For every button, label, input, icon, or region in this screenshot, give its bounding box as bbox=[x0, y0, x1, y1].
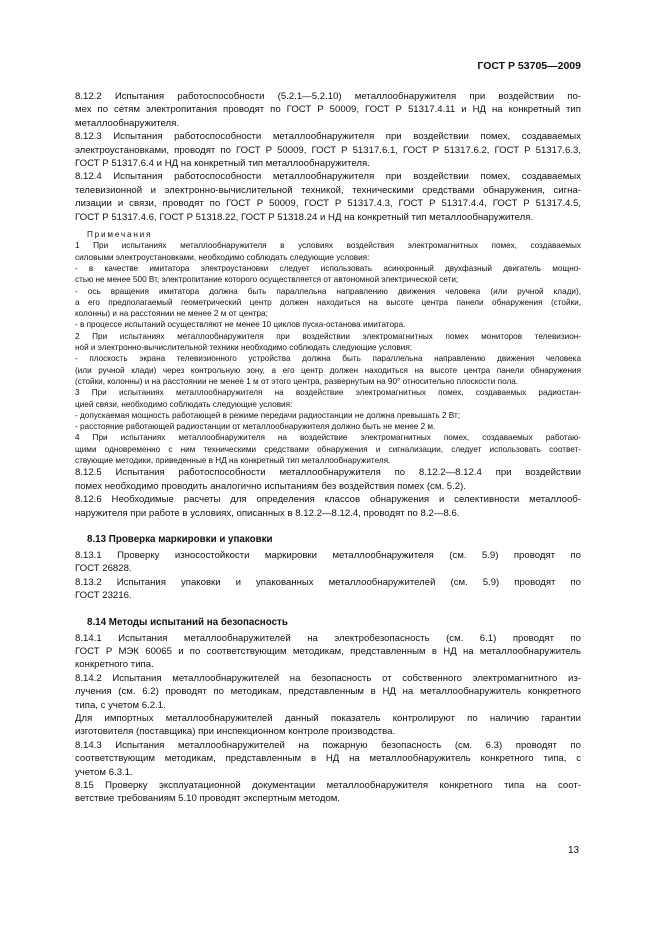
text-line: 8.12.6 Необходимые расчеты для определения классов обнаружения и селективности металлооб- bbox=[75, 494, 581, 506]
section-814-body bbox=[75, 632, 581, 806]
note-line: колонны) и на расстоянии не менее 2 м от центра; bbox=[75, 309, 268, 319]
note-line: - допускаемая мощность работающей в режиме передачи радиостанции не должна превышать 2 Вт; bbox=[75, 410, 460, 420]
section-heading-8-14: 8.14 Методы испытаний на безопасность bbox=[87, 616, 288, 628]
text-line: мех по сетям электропитания проводят по ГОСТ Р 50009, ГОСТ Р 51317.4.11 и НД на конкретный тип bbox=[75, 104, 581, 116]
paragraph bbox=[75, 576, 581, 603]
notes-title: Примечания bbox=[87, 230, 153, 240]
text-line: типа, с учетом 6.2.1. bbox=[75, 699, 166, 711]
paragraph-list-mid bbox=[75, 466, 581, 520]
note-line: ной и электронно-вычислительной техники необходимо соблюдать следующие условия: bbox=[75, 343, 413, 353]
paragraph bbox=[75, 170, 581, 224]
text-line: 8.14.1 Испытания металлообнаружителей на электробезопасность (см. 6.1) проводят по bbox=[75, 632, 581, 644]
paragraph bbox=[75, 90, 581, 130]
text-line: ГОСТ Р 51317.6.4 и НД на конкретный тип металлообнаружителя. bbox=[75, 158, 370, 170]
text-line: 8.13.1 Проверку износостойкости маркировки металлообнаружителя (см. 5.9) проводят по bbox=[75, 549, 581, 561]
note-line: 3 При испытаниях металлообнаружителя на воздействие электромагнитных помех, создаваемых радиостан- bbox=[75, 388, 581, 398]
text-line: лучения (см. 6.2) проводят по методикам, представленным в НД на металлообнаружитель конкретного bbox=[75, 686, 581, 698]
section-heading-8-13: 8.13 Проверка маркировки и упаковки bbox=[87, 533, 273, 545]
paragraph bbox=[75, 466, 581, 493]
note-line: цией связи, необходимо соблюдать следующие условия: bbox=[75, 399, 293, 409]
note-line: 1 При испытаниях металлообнаружителя в условиях воздействия электромагнитных помех, создаваемых bbox=[75, 241, 581, 251]
paragraph bbox=[75, 549, 581, 576]
note-line: щими одновременно с ним техническими средствами обнаружения и сигнализации, следует использовать соответ- bbox=[75, 444, 581, 454]
note-line: - в качестве имитатора электроустановки следует использовать асинхронный двухфазный двигатель мощно- bbox=[75, 263, 581, 273]
text-line: соответствующим методикам, представленным в НД на металлообнаружитель конкретного типа, с bbox=[75, 753, 581, 765]
paragraph bbox=[75, 712, 581, 739]
note-line: 2 При испытаниях металлообнаружителя при воздействии электромагнитных помех мониторов телевизион- bbox=[75, 331, 581, 341]
text-line: металлообнаружителя. bbox=[75, 117, 180, 129]
text-line: 8.12.4 Испытания работоспособности металлообнаружителя при воздействии помех, создаваемых bbox=[75, 171, 581, 183]
note-line: - в процессе испытаний осуществляют не менее 10 циклов пуска-останова имитатора. bbox=[75, 320, 406, 330]
paragraph bbox=[75, 632, 581, 672]
text-line: ветствие требованиям 5.10 проводят экспертным методом. bbox=[75, 793, 341, 805]
text-line: Для импортных металлообнаружителей данный показатель контролируют по наличию гарантии bbox=[75, 712, 581, 724]
note-line: - расстояние работающей радиостанции от металлообнаружителя должно быть не менее 2 м. bbox=[75, 422, 436, 432]
page-content bbox=[75, 90, 581, 806]
text-line: электроустановками, проводят по ГОСТ Р 50009, ГОСТ Р 51317.6.1, ГОСТ Р 51317.6.2, ГОСТ Р 51317.6.3, bbox=[75, 144, 581, 156]
paragraph bbox=[75, 672, 581, 712]
note-line: ствующие методики, приведенные в НД на конкретный тип металлообнаружителя. bbox=[75, 456, 391, 465]
text-line: 8.15 Проверку эксплуатационной документации металлообнаружителя конкретного типа на соот- bbox=[75, 780, 581, 792]
note-line: - ось вращения имитатора должна быть параллельна направлению движения человека (или ручной клади), bbox=[75, 286, 581, 296]
note-line: - плоскость экрана телевизионного устройства должна быть параллельна направлению движения человека bbox=[75, 354, 581, 364]
text-line: ГОСТ 26828. bbox=[75, 563, 132, 575]
paragraph bbox=[75, 493, 581, 520]
section-813-body bbox=[75, 549, 581, 603]
text-line: 8.13.2 Испытания упаковки и упакованных металлообнаружителей (см. 5.9) проводят по bbox=[75, 576, 581, 588]
document-header: ГОСТ Р 53705—2009 bbox=[477, 60, 581, 72]
paragraph bbox=[75, 779, 581, 806]
text-line: ГОСТ Р МЭК 60065 и по соответствующим методикам, представленным в НД на металлообнаружитель bbox=[75, 645, 581, 657]
text-line: конкретного типа. bbox=[75, 659, 154, 671]
notes-block bbox=[75, 229, 581, 466]
text-line: лизации и связи, проводят по ГОСТ Р 50009, ГОСТ Р 51317.4.3, ГОСТ Р 51317.4.4, ГОСТ Р 51317.4.5, bbox=[75, 198, 581, 210]
text-line: изготовителя (поставщика) при инспекционном контроле производства. bbox=[75, 726, 396, 738]
note-line: силовыми электроустановками, необходимо соблюдать следующие условия: bbox=[75, 252, 370, 262]
notes-lines bbox=[75, 240, 581, 466]
paragraph bbox=[75, 739, 581, 779]
text-line: 8.12.5 Испытания работоспособности металлообнаружителя по 8.12.2—8.12.4 при воздействии bbox=[75, 467, 581, 479]
text-line: ГОСТ 23216. bbox=[75, 590, 132, 602]
text-line: учетом 6.3.1. bbox=[75, 766, 133, 778]
note-line: а его предполагаемый геометрический центр должен находиться на высоте центра панели обнаружения (стойки, bbox=[75, 297, 581, 307]
text-line: 8.14.2 Испытания металлообнаружителей на безопасность от собственного электромагнитного из- bbox=[75, 672, 581, 684]
text-line: 8.12.2 Испытания работоспособности (5.2.1—5.2.10) металлообнаружителя при воздействии по- bbox=[75, 91, 581, 102]
text-line: наружителя при работе в условиях, описанных в 8.12.2—8.12.4, проводят по 8.2—8.6. bbox=[75, 507, 460, 519]
text-line: 8.12.3 Испытания работоспособности металлообнаружителя при воздействии помех, создаваемых bbox=[75, 131, 581, 143]
text-line: телевизионной и электронно-вычислительной техникой, техническими средствами обнаружения, сигна- bbox=[75, 184, 581, 196]
paragraph bbox=[75, 130, 581, 170]
note-line: стью не менее 500 Вт, электропитание которого осуществляется от автономной электрической сети; bbox=[75, 275, 459, 285]
text-line: помех необходимо проводить аналогично испытаниям без воздействия помех (см. 5.2). bbox=[75, 480, 466, 492]
text-line: 8.14.3 Испытания металлообнаружителей на пожарную безопасность (см. 6.3) проводят по bbox=[75, 739, 581, 751]
note-line: 4 При испытаниях металлообнаружителя на воздействие электромагнитных помех, создаваемых работаю- bbox=[75, 433, 581, 443]
text-line: ГОСТ Р 51317.4.6, ГОСТ Р 51318.22, ГОСТ Р 51318.24 и НД на конкретный тип металлообнаружителя. bbox=[75, 211, 534, 223]
page-number: 13 bbox=[568, 845, 580, 856]
note-line: (стойки, колонны) и на расстоянии не менее 1 м от этого центра, развернутым на 90° относительно плоскости пола. bbox=[75, 376, 519, 386]
note-line: (или ручной клади) через контрольную зону, а его центр должен находиться на высоте центра панели обнаружения bbox=[75, 365, 581, 375]
paragraph-list-top bbox=[75, 90, 581, 224]
